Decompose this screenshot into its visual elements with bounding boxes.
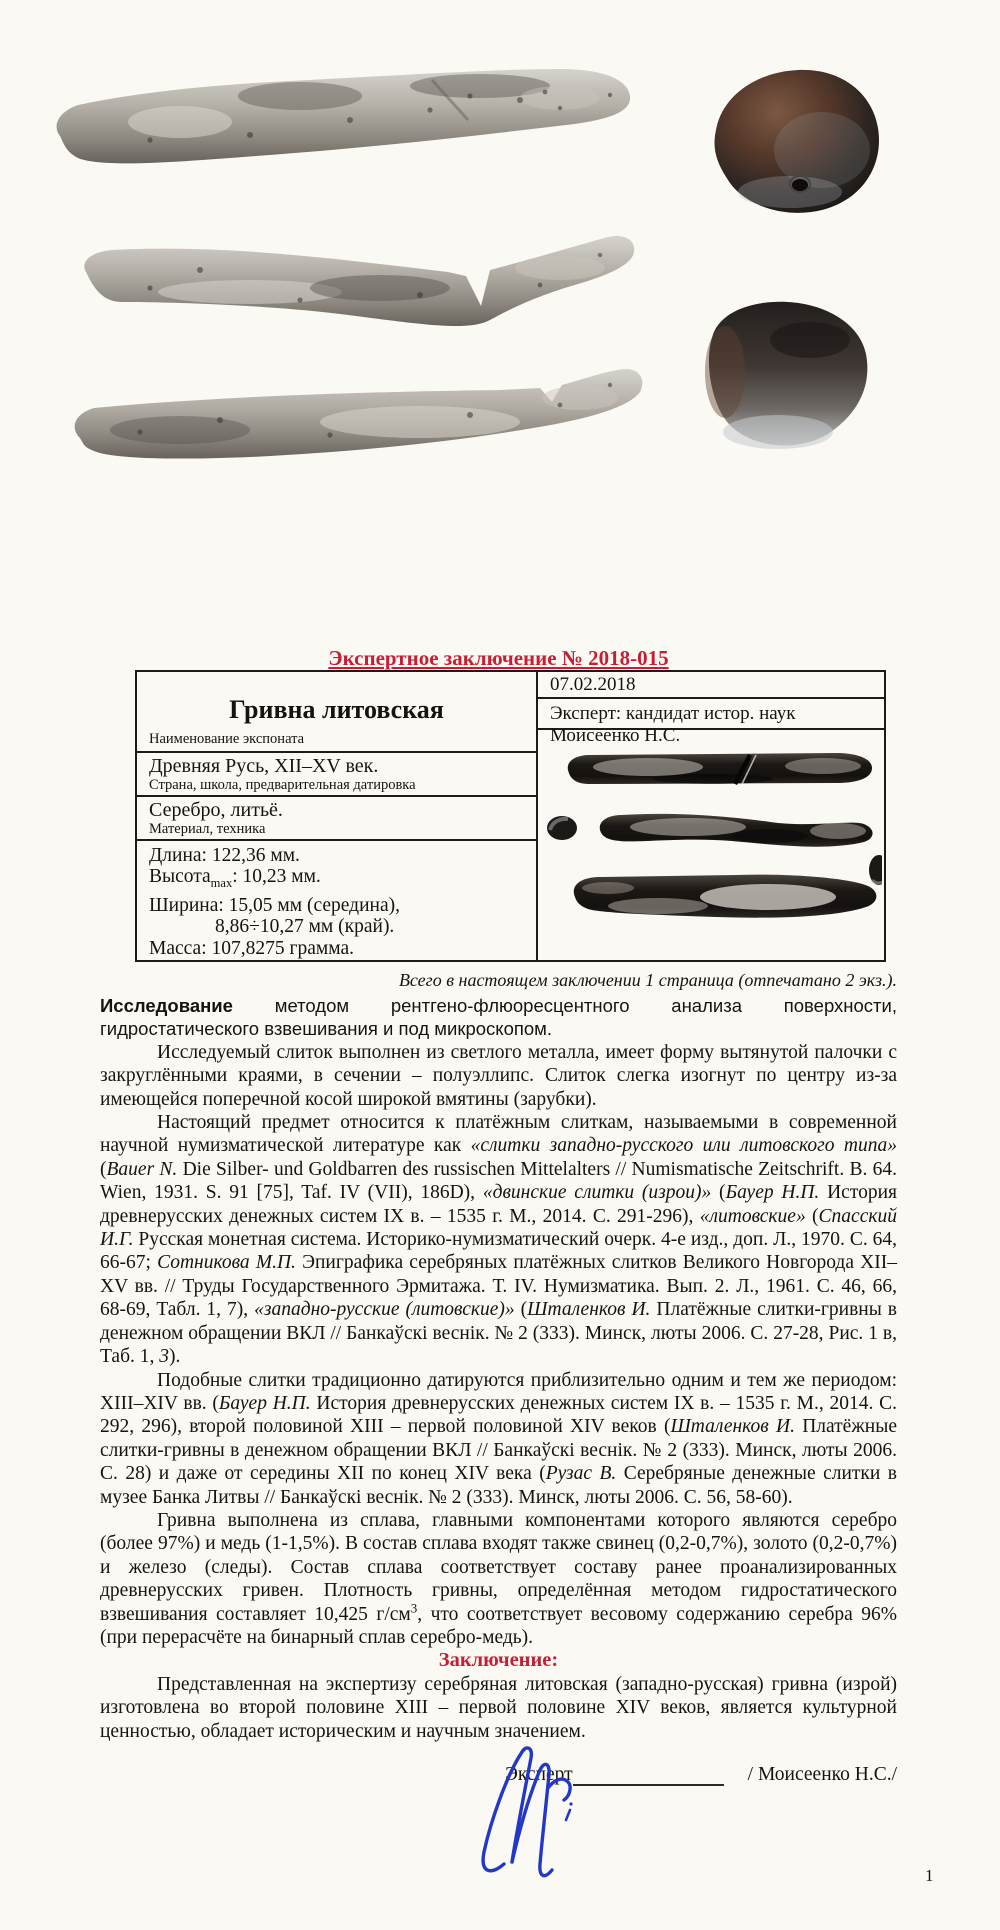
text-run: Серебряные денежные слитки в музее Банка Литвы // Банкаўскі веснік. № 2 (333). Минск, люты 2006. С. 56, 58-60). (100, 1463, 897, 1508)
ingot-photo-area (0, 0, 1000, 480)
table-ingot-photo-3 (574, 875, 877, 918)
table-ingot-photo-2 (600, 814, 873, 847)
text-run: Сотникова М.П. (157, 1252, 296, 1274)
text-run: 3 (159, 1346, 170, 1368)
text-run: Платёжные слитки-гривны в денежном обращении ВКЛ // Банкаўскі веснік. № 2 (333). Минск, люты 2006. С. 27-28, Рис. 1 в, Таб. 1, (100, 1299, 897, 1368)
paragraph-conclusion: Представленная на экспертизу серебряная литовская (западно-русская) гривна (изрой) изготовлена во второй половине XIII – первой половине XIV веков, является культурной ценностью, обладает историческим и научным значением. (100, 1673, 897, 1742)
table-end-photo-left (547, 816, 577, 840)
text-run: ). (169, 1346, 181, 1368)
ingot-side-photo-3 (75, 369, 643, 459)
text-run: Рузас В. (545, 1463, 617, 1485)
height-max-subscript: max (210, 876, 233, 891)
superscript-3: 3 (410, 1600, 418, 1616)
paragraph-alloy (100, 1509, 897, 1649)
report-title: Экспертное заключение № 2018-015 (328, 646, 669, 670)
text-run: Гривна выполнена из сплава, главными компонентами которого являются серебро (более 97%) и медь (1-1,5%). В состав сплава входят также свинец (0,2-0,7%), золото (0,2-0,7%) и железо (следы). Состав сплава соответствует составу ранее проанализированных древнерусских гривен. Плотность гривны, определённая методом гидростатического взвешивания составляет 10,425 г/см (100, 1509, 897, 1625)
text-run: Bauer N. (106, 1158, 178, 1180)
ingot-table-photos (538, 730, 882, 959)
text-run: История древнерусских денежных систем IX в. – 1535 г. М., 2014. С. 292, 296), второй половиной XIII – первой половиной XIV веков ( (100, 1392, 897, 1438)
ingot-photos-composite (0, 0, 1000, 480)
paragraph-dating (100, 1369, 897, 1509)
text-run: Шталенков И. (527, 1299, 651, 1321)
text-run: «слитки западно-русского или литовского типа» (470, 1135, 897, 1157)
table-end-photo-right (869, 855, 882, 885)
report-date: 07.02.2018 (538, 672, 884, 699)
text-run: Подобные слитки традиционно датируются приблизительно одним и тем же периодом: XIII–XIV вв. ( (100, 1369, 897, 1414)
text-run: «западно-русские (литовские)» (254, 1299, 515, 1321)
text-run: История древнерусских денежных систем IX в. – 1535 г. М., 2014. С. 291-296), (100, 1182, 897, 1227)
object-name: Гривна литовская (229, 695, 444, 724)
conclusion-heading: Заключение: (438, 1649, 559, 1672)
object-name-label: Наименование экспоната (149, 731, 305, 748)
spec-table-left-column (137, 672, 538, 960)
text-run: Спасский И.Г. (100, 1205, 897, 1251)
paragraph-research-method (100, 994, 897, 1041)
paragraph-literature (100, 1111, 897, 1368)
expert-line: Эксперт: кандидат истор. наук Моисеенко Н.С. (538, 699, 884, 730)
report-body (100, 994, 897, 1786)
text-run: ( (514, 1299, 528, 1321)
text-run: «двинские слитки (изрои)» (482, 1182, 712, 1204)
spec-table (135, 670, 886, 962)
dimension-height: Высота$_{max}$: 10,23 мм. (149, 866, 321, 891)
dimension-width-line1: Ширина: 15,05 мм (середина), (149, 894, 400, 916)
text-run: «литовские» (699, 1205, 806, 1227)
page-count-note: Всего в настоящем заключении 1 страница (отпечатано 2 экз.). (398, 970, 897, 990)
object-name-cell (137, 672, 536, 753)
text-run: Платёжные слитки-гривны в денежном обращении ВКЛ // Банкаўскі веснік. № 2 (333). Минск, люты 2006. С. 28) и даже от середины XII по конец XIV века ( (100, 1416, 898, 1485)
handwritten-signature (452, 1736, 652, 1896)
ingot-side-photo-2 (84, 236, 634, 326)
text-run: Шталенков И. (670, 1416, 795, 1438)
page-number: 1 (925, 1866, 934, 1885)
text-run: методом рентгено-флюоресцентного анализа поверхности, гидростатического взвешивания и под микроскопом. (100, 995, 897, 1040)
dimension-mass: Масса: 107,8275 грамма. (149, 937, 354, 959)
text-run: , что соответствует весовому содержанию серебра 96% (при перерасчёте на бинарный сплав серебро-медь). (100, 1603, 897, 1648)
text-run: Эпиграфика серебряных платёжных слитков Великого Новгорода XII–XV вв. // Труды Государственного Эрмитажа. Т. IV. Нумизматика. Вып. 2. Л., 1961. С. 46, 66, 68-69, Табл. 1, 7), (100, 1252, 897, 1321)
text-run: Бауер Н.П. (725, 1182, 820, 1204)
spec-table-right-column (538, 672, 884, 960)
text-run: Русская монетная система. Историко-нумизматический очерк. 4-е изд., доп. Л., 1970. С. 64, 66-67; (100, 1229, 897, 1274)
dimension-width-line2: 8,86÷10,27 мм (край). (215, 916, 395, 938)
ingot-side-photo-1 (57, 69, 631, 163)
expert-name: / Моисеенко Н.С./ (747, 1764, 897, 1785)
ingot-end-photo-1 (715, 70, 879, 213)
text-run: ( (100, 1158, 107, 1180)
material-value: Серебро, литьё. (149, 799, 283, 822)
paragraph-description: Исследуемый слиток выполнен из светлого металла, имеет форму вытянутой палочки с закруглёнными краями, в сечении – полуэллипс. Слиток слегка изогнут по центру из-за имеющейся поперечной косой широкой вмятины (зарубки). (100, 1041, 897, 1110)
text-run: Die Silber- und Goldbarren des russischen Mittelalters // Numismatische Zeitschrift. B. 64. Wien, 1931. S. 91 [75], Taf. IV (VII), 186D), (100, 1158, 897, 1204)
ingot-end-photo-2 (705, 302, 867, 449)
origin-label: Страна, школа, предварительная датировка (149, 777, 416, 794)
table-ingot-photo-1 (568, 753, 872, 784)
origin-value: Древняя Русь, XII–XV век. (149, 755, 379, 778)
origin-cell (137, 753, 536, 797)
text-run: ( (805, 1205, 819, 1227)
text-run: Исследование (100, 995, 233, 1016)
text-run: ( (711, 1182, 726, 1204)
table-photo-cell (538, 730, 884, 960)
material-label: Материал, техника (149, 821, 266, 838)
dimension-length: Длина: 122,36 мм. (149, 845, 300, 867)
material-cell (137, 797, 536, 841)
dimensions-cell (137, 841, 536, 960)
text-run: Настоящий предмет относится к платёжным слиткам, называемыми в современной научной нумизматической литературе как (100, 1112, 897, 1157)
text-run: Бауер Н.П. (218, 1392, 311, 1414)
signature-label: Эксперт (505, 1764, 573, 1785)
